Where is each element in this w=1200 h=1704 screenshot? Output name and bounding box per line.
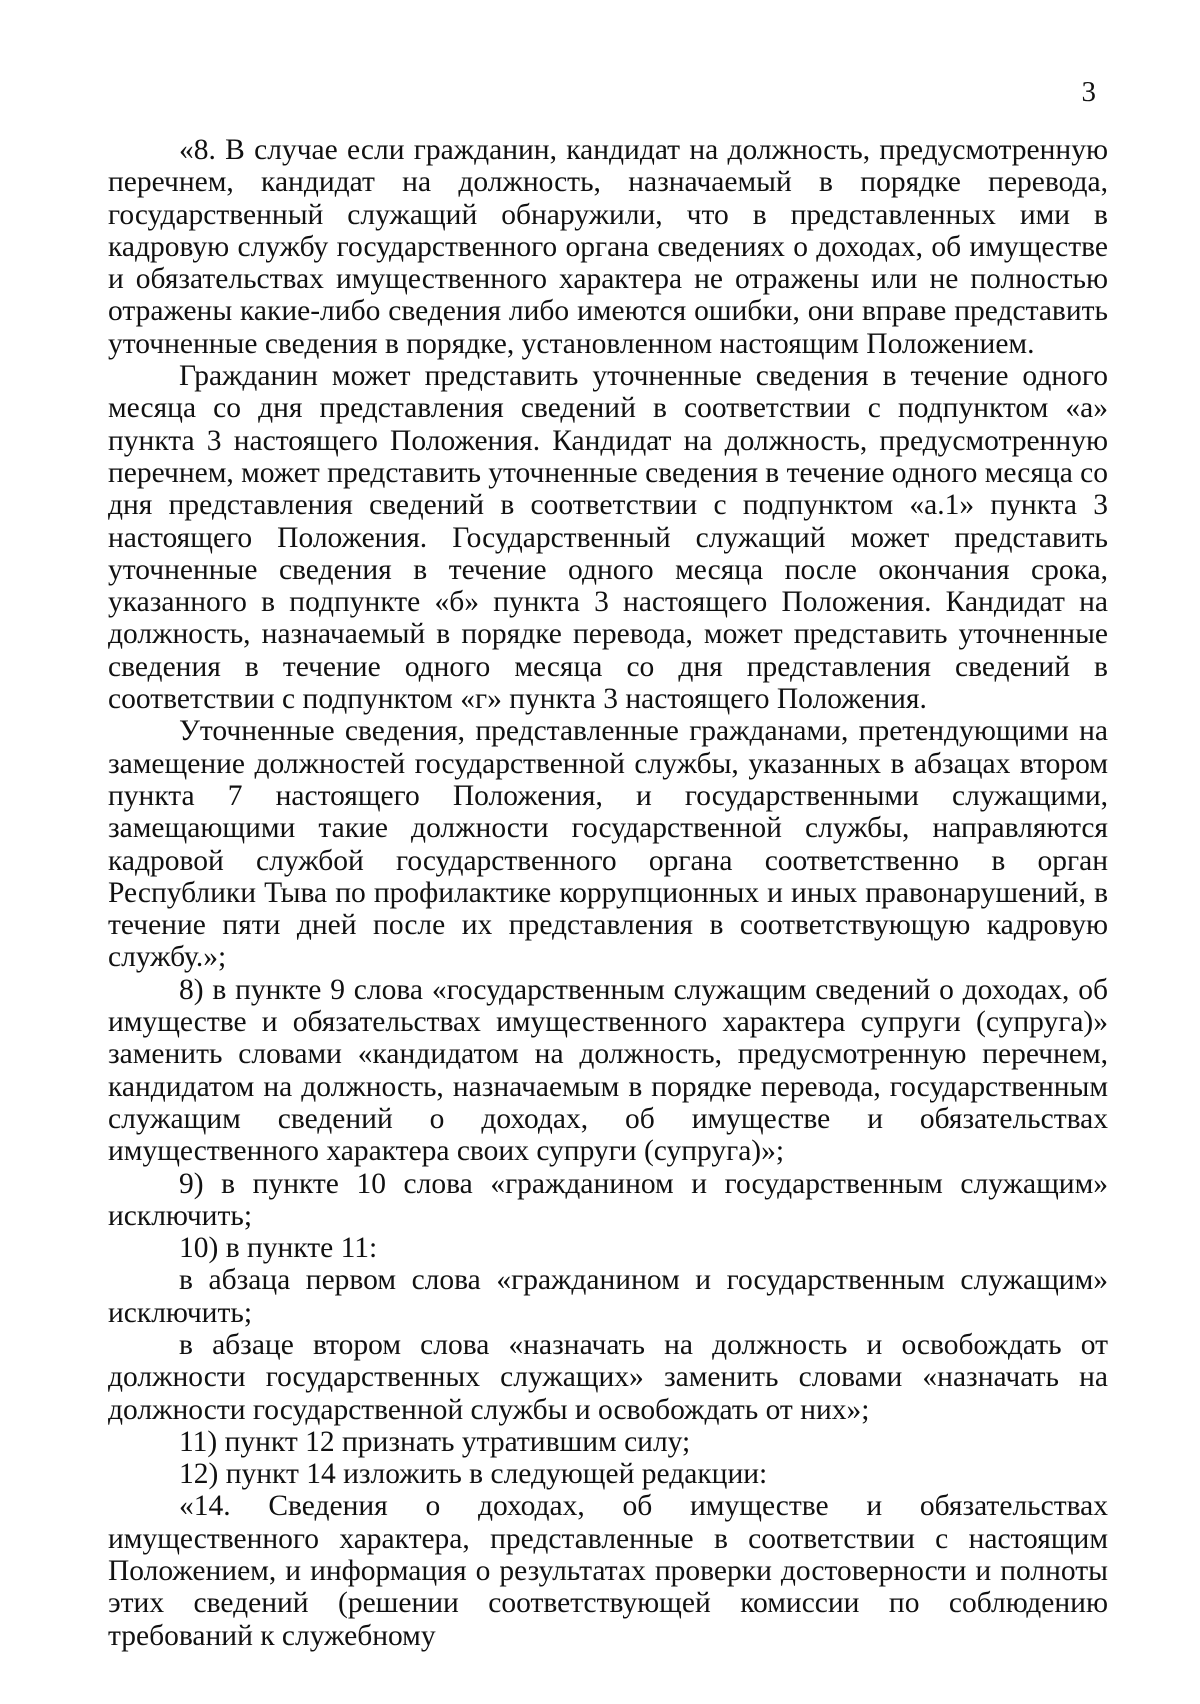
document-body bbox=[108, 134, 1108, 1652]
paragraph-amendment-10-second: в абзаце втором слова «назначать на должность и освобождать от должности государственных служащих» заменить словами «назначать на должности государственной службы и освобождать от них»; bbox=[108, 1328, 1108, 1426]
paragraph-amendment-10-first: в абзаца первом слова «гражданином и государственным служащим» исключить; bbox=[108, 1264, 1108, 1329]
page-number: 3 bbox=[1081, 76, 1096, 108]
paragraph-item-8: «8. В случае если гражданин, кандидат на должность, предусмотренную перечнем, кандидат на должность, назначаемый в порядке перевода, государственный служащий обнаружили, что в представленных ими в кадровую службу государственного органа сведениях о доходах, об имуществе и обязательствах имущественного характера не отражены или не полностью отражены какие-либо сведения либо имеются ошибки, они вправе представить уточненные сведения в порядке, установленном настоящим Положением. bbox=[108, 134, 1108, 360]
paragraph-amendment-12: 12) пункт 14 изложить в следующей редакции: bbox=[179, 1458, 768, 1491]
paragraph-item-14: «14. Сведения о доходах, об имуществе и обязательствах имущественного характера, представленные в соответствии с настоящим Положением, и информация о результатах проверки достоверности и полноты этих сведений (решении соответствующей комиссии по соблюдению требований к служебному bbox=[108, 1490, 1108, 1652]
paragraph-amendment-10: 10) в пункте 11: bbox=[179, 1232, 378, 1265]
paragraph-amendment-9: 9) в пункте 10 слова «гражданином и государственным служащим» исключить; bbox=[108, 1167, 1108, 1232]
paragraph-amendment-8: 8) в пункте 9 слова «государственным служащим сведений о доходах, об имуществе и обязательствах имущественного характера супруги (супруга)» заменить словами «кандидатом на должность, предусмотренную перечнем, кандидатом на должность, назначаемым в порядке перевода, государственным служащим сведений о доходах, об имуществе и обязательствах имущественного характера своих супруги (супруга)»; bbox=[108, 973, 1108, 1168]
paragraph-clarification-deadlines: Гражданин может представить уточненные сведения в течение одного месяца со дня представления сведений в соответствии с подпунктом «а» пункта 3 настоящего Положения. Кандидат на должность, предусмотренную перечнем, может представить уточненные сведения в течение одного месяца со дня представления сведений в соответствии с подпунктом «а.1» пункта 3 настоящего Положения. Государственный служащий может представить уточненные сведения в течение одного месяца после окончания срока, указанного в подпункте «б» пункта 3 настоящего Положения. Кандидат на должность, назначаемый в порядке перевода, может представить уточненные сведения в течение одного месяца со дня представления сведений в соответствии с подпунктом «г» пункта 3 настоящего Положения. bbox=[108, 360, 1109, 716]
paragraph-clarified-info-routing: Уточненные сведения, представленные гражданами, претендующими на замещение должностей государственной службы, указанных в абзацах втором пункта 7 настоящего Положения, и государственными служащими, замещающими такие должности государственной службы, направляются кадровой службой государственного органа соответственно в орган Республики Тыва по профилактике коррупционных и иных правонарушений, в течение пяти дней после их представления в соответствующую кадровую службу.»; bbox=[108, 715, 1108, 974]
paragraph-amendment-11: 11) пункт 12 признать утратившим силу; bbox=[179, 1425, 691, 1458]
